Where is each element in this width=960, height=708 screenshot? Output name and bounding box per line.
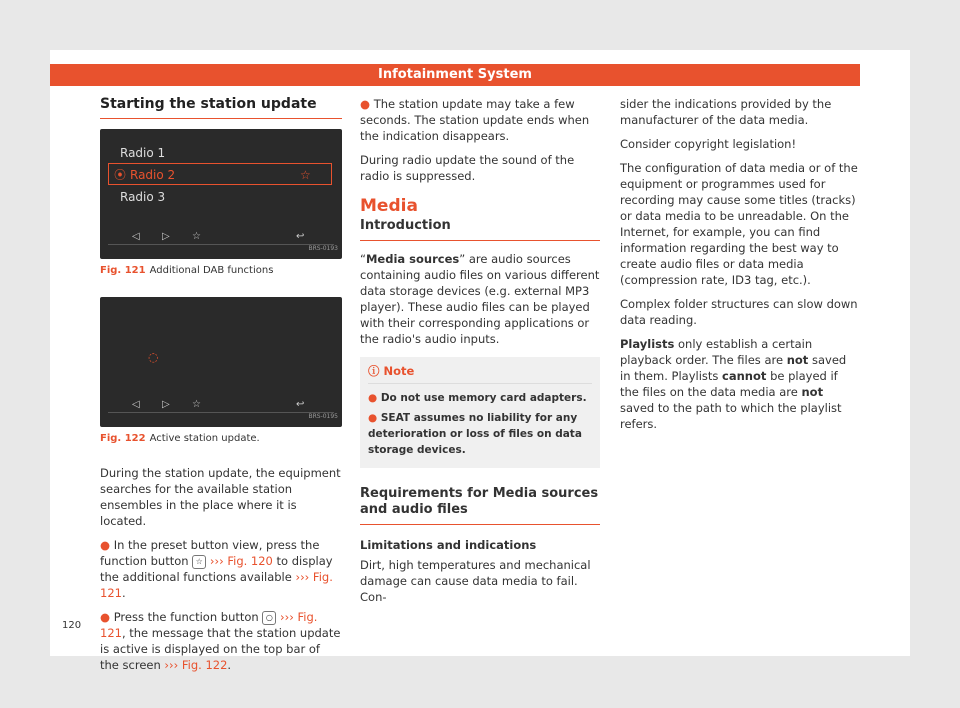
- bullet-icon: ●: [100, 610, 114, 624]
- heading-requirements: Requirements for Media sources and audio files: [360, 486, 600, 525]
- paragraph: Dirt, high temperatures and mechanical damage can cause data media to fail. Con-: [360, 558, 591, 604]
- play-icon: ⦿: [114, 168, 127, 182]
- radio-item-3: Radio 3: [120, 190, 166, 204]
- note-heading: ⓘ Note: [368, 363, 592, 384]
- note-item: ● Do not use memory card adapters.: [368, 392, 587, 404]
- paragraph: Complex folder structures can slow down data reading.: [620, 297, 858, 327]
- figure-link[interactable]: ››› Fig. 122: [164, 658, 228, 672]
- column-3: [620, 96, 860, 440]
- next-icon: ▷: [162, 231, 170, 242]
- screen-controls: [100, 229, 342, 243]
- paragraph: During the station update, the equipment searches for the available station ensembles in the place where it is located.: [100, 466, 341, 528]
- star-icon: ☆: [192, 231, 201, 242]
- info-icon: ⓘ: [368, 364, 384, 378]
- loading-icon: ◌: [148, 350, 159, 364]
- section-title: Starting the station update: [100, 96, 342, 119]
- back-icon: ↩: [296, 399, 305, 410]
- screen-controls: [100, 397, 342, 411]
- figure-121-caption: [100, 263, 342, 279]
- note-box: [360, 357, 600, 468]
- paragraph: Consider copyright legislation!: [620, 137, 797, 151]
- bullet-1: ● In the preset button view, press the function button ☆ ››› Fig. 120 to display the additional functions available ››› Fig. 121.: [100, 538, 333, 600]
- column-1: [100, 96, 342, 681]
- paragraph: “Media sources” are audio sources containing audio files on various different data storage devices (e.g. external MP3 player). These audio files can be played with their corresponding applications or the radio's audio inputs.: [360, 252, 600, 346]
- caption-text: Active station update.: [149, 433, 260, 444]
- star-icon: ☆: [192, 399, 201, 410]
- page-number: 120: [62, 620, 82, 631]
- heading-introduction: Introduction: [360, 218, 600, 241]
- bullet-2: ● Press the function button ○ ››› Fig. 121, the message that the station update is active is displayed on the top bar of the screen ››› Fig. 122.: [100, 610, 341, 672]
- screen-divider: [108, 244, 334, 245]
- paragraph-playlists: Playlists only establish a certain playback order. The files are not saved in them. Playlists cannot be played if the files on the data media are not saved to the path to which the playlist refers.: [620, 337, 847, 431]
- figure-link[interactable]: ››› Fig. 121: [100, 570, 333, 600]
- figure-122-screen: [100, 297, 342, 427]
- next-icon: ▷: [162, 399, 170, 410]
- heading-media: Media: [360, 196, 418, 216]
- figure-121-screen: [100, 129, 342, 259]
- radio-item-1: Radio 1: [120, 146, 166, 160]
- bullet-icon: ●: [100, 538, 114, 552]
- refresh-button-icon: ○: [262, 611, 276, 625]
- note-item: ● SEAT assumes no liability for any deterioration or loss of files on data storage devices.: [368, 412, 582, 456]
- radio-item-2: Radio 2: [130, 168, 176, 182]
- subheading: Limitations and indications: [360, 538, 537, 552]
- bullet-3: ● The station update may take a few seconds. The station update ends when the indication disappears.: [360, 97, 590, 143]
- paragraph: sider the indications provided by the manufacturer of the data media.: [620, 97, 832, 127]
- figure-label: Fig. 122: [100, 433, 146, 444]
- prev-icon: ◁: [132, 399, 140, 410]
- prev-icon: ◁: [132, 231, 140, 242]
- chapter-header: Infotainment System: [50, 64, 860, 86]
- back-icon: ↩: [296, 231, 305, 242]
- figure-link[interactable]: ››› Fig. 120: [209, 554, 273, 568]
- figure-label: Fig. 121: [100, 265, 146, 276]
- column-2: [360, 96, 600, 613]
- star-icon: ☆: [300, 168, 311, 182]
- screen-divider: [108, 412, 334, 413]
- caption-text: Additional DAB functions: [149, 265, 274, 276]
- figure-link[interactable]: ››› Fig. 121: [100, 610, 318, 640]
- star-button-icon: ☆: [192, 555, 206, 569]
- figure-code: BRS-0193: [308, 245, 338, 252]
- figure-code: BRS-0195: [308, 413, 338, 420]
- bullet-icon: ●: [360, 97, 374, 111]
- figure-122-caption: [100, 431, 342, 447]
- paragraph: During radio update the sound of the radio is suppressed.: [360, 153, 575, 183]
- paragraph: The configuration of data media or of the equipment or programmes used for recording may cause some titles (tracks) or data media to be unreadable. On the Internet, for example, you can find information regarding the best way to create audio files or data media (compression rate, ID3 tag, etc.).: [620, 161, 858, 287]
